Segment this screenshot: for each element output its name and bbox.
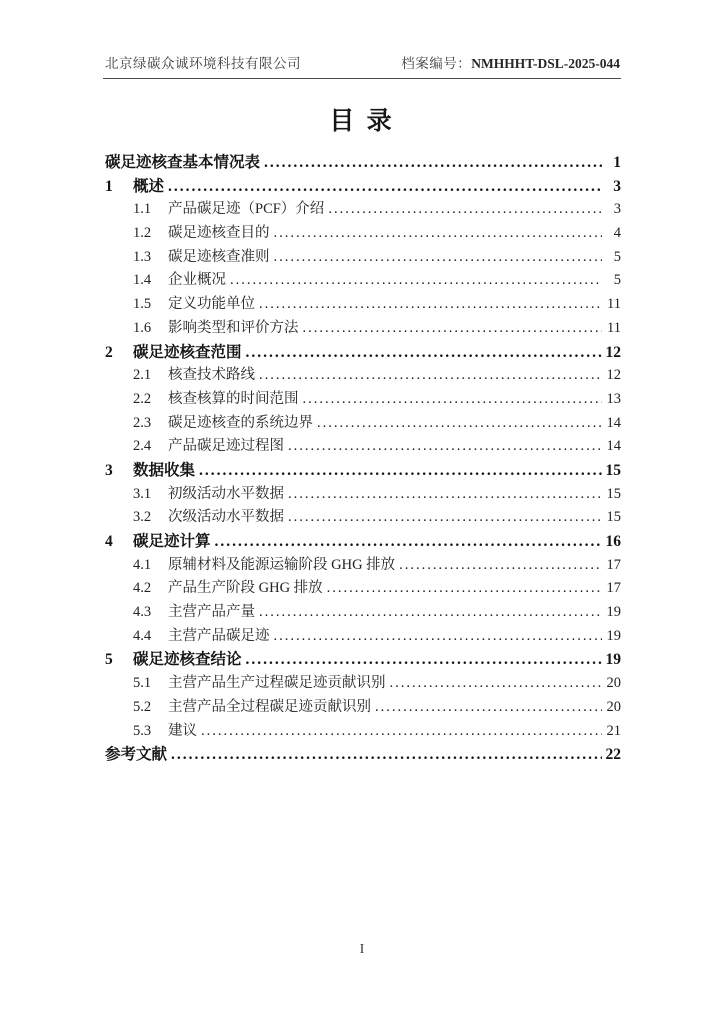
toc-entry-number: 3	[105, 461, 113, 479]
toc-entry[interactable]	[103, 506, 621, 530]
toc-entry-label: 主营产品产量	[168, 604, 255, 621]
toc-entry-number: 4.1	[133, 556, 152, 573]
dot-leader	[390, 672, 603, 696]
dot-leader	[230, 269, 602, 293]
dot-leader	[274, 222, 603, 246]
toc-entry[interactable]	[103, 554, 621, 578]
toc-entry-number: 2.4	[133, 438, 152, 455]
dot-leader	[328, 198, 602, 222]
toc-entry-number: 1.1	[133, 201, 152, 218]
dot-leader	[259, 601, 602, 625]
page-header	[103, 52, 621, 79]
dot-leader	[246, 341, 602, 365]
toc-entry-label: 产品碳足迹（PCF）介绍	[168, 201, 325, 218]
toc-entry-label: 核查核算的时间范围	[168, 390, 299, 407]
toc-entry-number: 1.2	[133, 225, 152, 242]
toc-entry-label: 碳足迹计算	[133, 533, 211, 550]
dot-leader	[246, 648, 602, 672]
page-title: 目 录	[329, 108, 395, 135]
toc-entry-number: 3.1	[133, 485, 152, 502]
toc-entry[interactable]	[103, 696, 621, 720]
toc-entry-page: 1	[613, 154, 621, 171]
dot-leader	[168, 175, 602, 199]
header-doc-number	[401, 52, 620, 72]
header-company-name: 北京绿碳众诚环境科技有限公司	[105, 56, 301, 71]
toc-entry-page: 16	[605, 533, 621, 550]
toc-entry-page: 20	[606, 698, 621, 715]
toc-entry-label: 核查技术路线	[168, 367, 255, 384]
toc-entry-label: 碳足迹核查结论	[133, 651, 242, 669]
toc-entry[interactable]	[103, 412, 621, 436]
toc-entry-number: 2.2	[133, 390, 152, 407]
toc-entry-page: 19	[605, 651, 621, 669]
toc-entry-page: 5	[613, 248, 621, 265]
toc-entry-label: 企业概况	[168, 272, 226, 289]
toc-entry[interactable]	[103, 246, 621, 270]
toc-entry-label: 碳足迹核查准则	[168, 248, 270, 265]
toc-entry-label: 定义功能单位	[168, 296, 255, 313]
toc-entry[interactable]	[103, 222, 621, 246]
dot-leader	[327, 577, 602, 601]
toc-entry-number: 2.3	[133, 414, 152, 431]
toc-entry-page: 12	[606, 367, 621, 384]
toc-entry-page: 12	[605, 343, 621, 361]
toc-entry[interactable]	[103, 269, 621, 293]
dot-leader	[317, 412, 602, 436]
toc-entry-page: 14	[606, 438, 621, 455]
toc-entry-page: 20	[606, 675, 621, 692]
toc-entry-number: 1	[105, 177, 113, 195]
toc-entry-number: 4.4	[133, 627, 152, 644]
toc-entry[interactable]	[103, 198, 621, 222]
toc-entry-number: 3.2	[133, 509, 152, 526]
toc-entry-label: 碳足迹核查目的	[168, 225, 270, 242]
toc-entry-number: 4	[105, 533, 113, 550]
toc-entry[interactable]	[103, 317, 621, 341]
toc-entry-page: 15	[605, 461, 621, 479]
toc-entry-label: 主营产品碳足迹	[168, 627, 270, 644]
doc-number-label: 档案编号：	[401, 56, 472, 71]
toc-entry-label: 参考文献	[105, 746, 168, 764]
toc-entry-label: 主营产品生产过程碳足迹贡献识别	[168, 675, 386, 692]
toc-entry-page: 3	[613, 177, 621, 195]
toc-entry[interactable]	[103, 672, 621, 696]
toc-entry-label: 原辅材料及能源运输阶段 GHG 排放	[168, 556, 396, 573]
dot-leader	[259, 364, 602, 388]
toc-entry-page: 19	[606, 627, 621, 644]
dot-leader	[199, 459, 602, 483]
toc-entry[interactable]	[103, 743, 621, 767]
toc-entry-label: 初级活动水平数据	[168, 485, 284, 502]
dot-leader	[303, 388, 603, 412]
dot-leader	[201, 720, 602, 744]
toc-entry[interactable]	[103, 459, 621, 483]
toc-entry-number: 5.2	[133, 698, 152, 715]
toc-entry-page: 4	[613, 225, 621, 242]
toc-entry-label: 主营产品全过程碳足迹贡献识别	[168, 698, 371, 715]
toc-entry-label: 产品碳足迹过程图	[168, 438, 284, 455]
toc-entry-page: 5	[613, 272, 621, 289]
toc-entry[interactable]	[103, 435, 621, 459]
toc-entry-page: 22	[605, 746, 621, 764]
toc-entry-label: 碳足迹核查基本情况表	[105, 154, 261, 171]
toc-entry-page: 3	[613, 201, 621, 218]
toc-entry[interactable]	[103, 341, 621, 365]
toc-entry[interactable]	[103, 175, 621, 199]
toc-entry[interactable]	[103, 720, 621, 744]
dot-leader	[399, 554, 602, 578]
toc-entry-number: 4.2	[133, 580, 152, 597]
dot-leader	[288, 506, 602, 530]
toc-entry-label: 碳足迹核查范围	[133, 343, 242, 361]
toc-entry-number: 4.3	[133, 604, 152, 621]
toc-entry[interactable]	[103, 388, 621, 412]
toc-entry-page: 14	[606, 414, 621, 431]
dot-leader	[259, 293, 602, 317]
dot-leader	[288, 483, 602, 507]
toc-entry-number: 1.3	[133, 248, 152, 265]
toc-entry[interactable]	[103, 293, 621, 317]
toc-entry[interactable]	[103, 648, 621, 672]
toc-entry-label: 影响类型和评价方法	[168, 319, 299, 336]
toc-entry-number: 1.4	[133, 272, 152, 289]
toc-entry-page: 13	[606, 390, 621, 407]
toc-entry[interactable]	[103, 601, 621, 625]
dot-leader	[288, 435, 602, 459]
dot-leader	[303, 317, 603, 341]
toc-entry-number: 1.6	[133, 319, 152, 336]
toc-entry-number: 5.3	[133, 722, 152, 739]
toc-entry-page: 15	[606, 485, 621, 502]
toc-entry-label: 数据收集	[133, 461, 196, 479]
doc-number-value: NMHHHT-DSL-2025-044	[471, 56, 620, 71]
toc-entry-label: 建议	[168, 722, 197, 739]
toc-list	[103, 151, 621, 767]
toc-entry[interactable]	[103, 483, 621, 507]
dot-leader	[171, 743, 602, 767]
toc-entry-page: 17	[606, 556, 621, 573]
dot-leader	[215, 530, 602, 554]
toc-entry-label: 概述	[133, 177, 165, 195]
toc-entry-page: 15	[606, 509, 621, 526]
toc-entry-label: 产品生产阶段 GHG 排放	[168, 580, 323, 597]
footer-page-number: I	[359, 941, 365, 956]
toc-entry[interactable]	[103, 625, 621, 649]
toc-entry-number: 5	[105, 651, 113, 669]
toc-entry-number: 1.5	[133, 296, 152, 313]
dot-leader	[375, 696, 602, 720]
dot-leader	[274, 246, 603, 270]
toc-entry-page: 17	[606, 580, 621, 597]
toc-entry-number: 2	[105, 343, 113, 361]
toc-entry[interactable]	[103, 530, 621, 554]
toc-entry[interactable]	[103, 577, 621, 601]
toc-entry-number: 5.1	[133, 675, 152, 692]
dot-leader	[274, 625, 603, 649]
toc-entry-number: 2.1	[133, 367, 152, 384]
toc-entry-label: 碳足迹核查的系统边界	[168, 414, 313, 431]
dot-leader	[264, 151, 602, 175]
toc-entry-page: 19	[606, 604, 621, 621]
toc-entry[interactable]	[103, 364, 621, 388]
toc-entry-label: 次级活动水平数据	[168, 509, 284, 526]
toc-entry[interactable]	[103, 151, 621, 175]
toc-entry-page: 11	[607, 319, 621, 336]
toc-entry-page: 11	[607, 296, 621, 313]
toc-entry-page: 21	[606, 722, 621, 739]
